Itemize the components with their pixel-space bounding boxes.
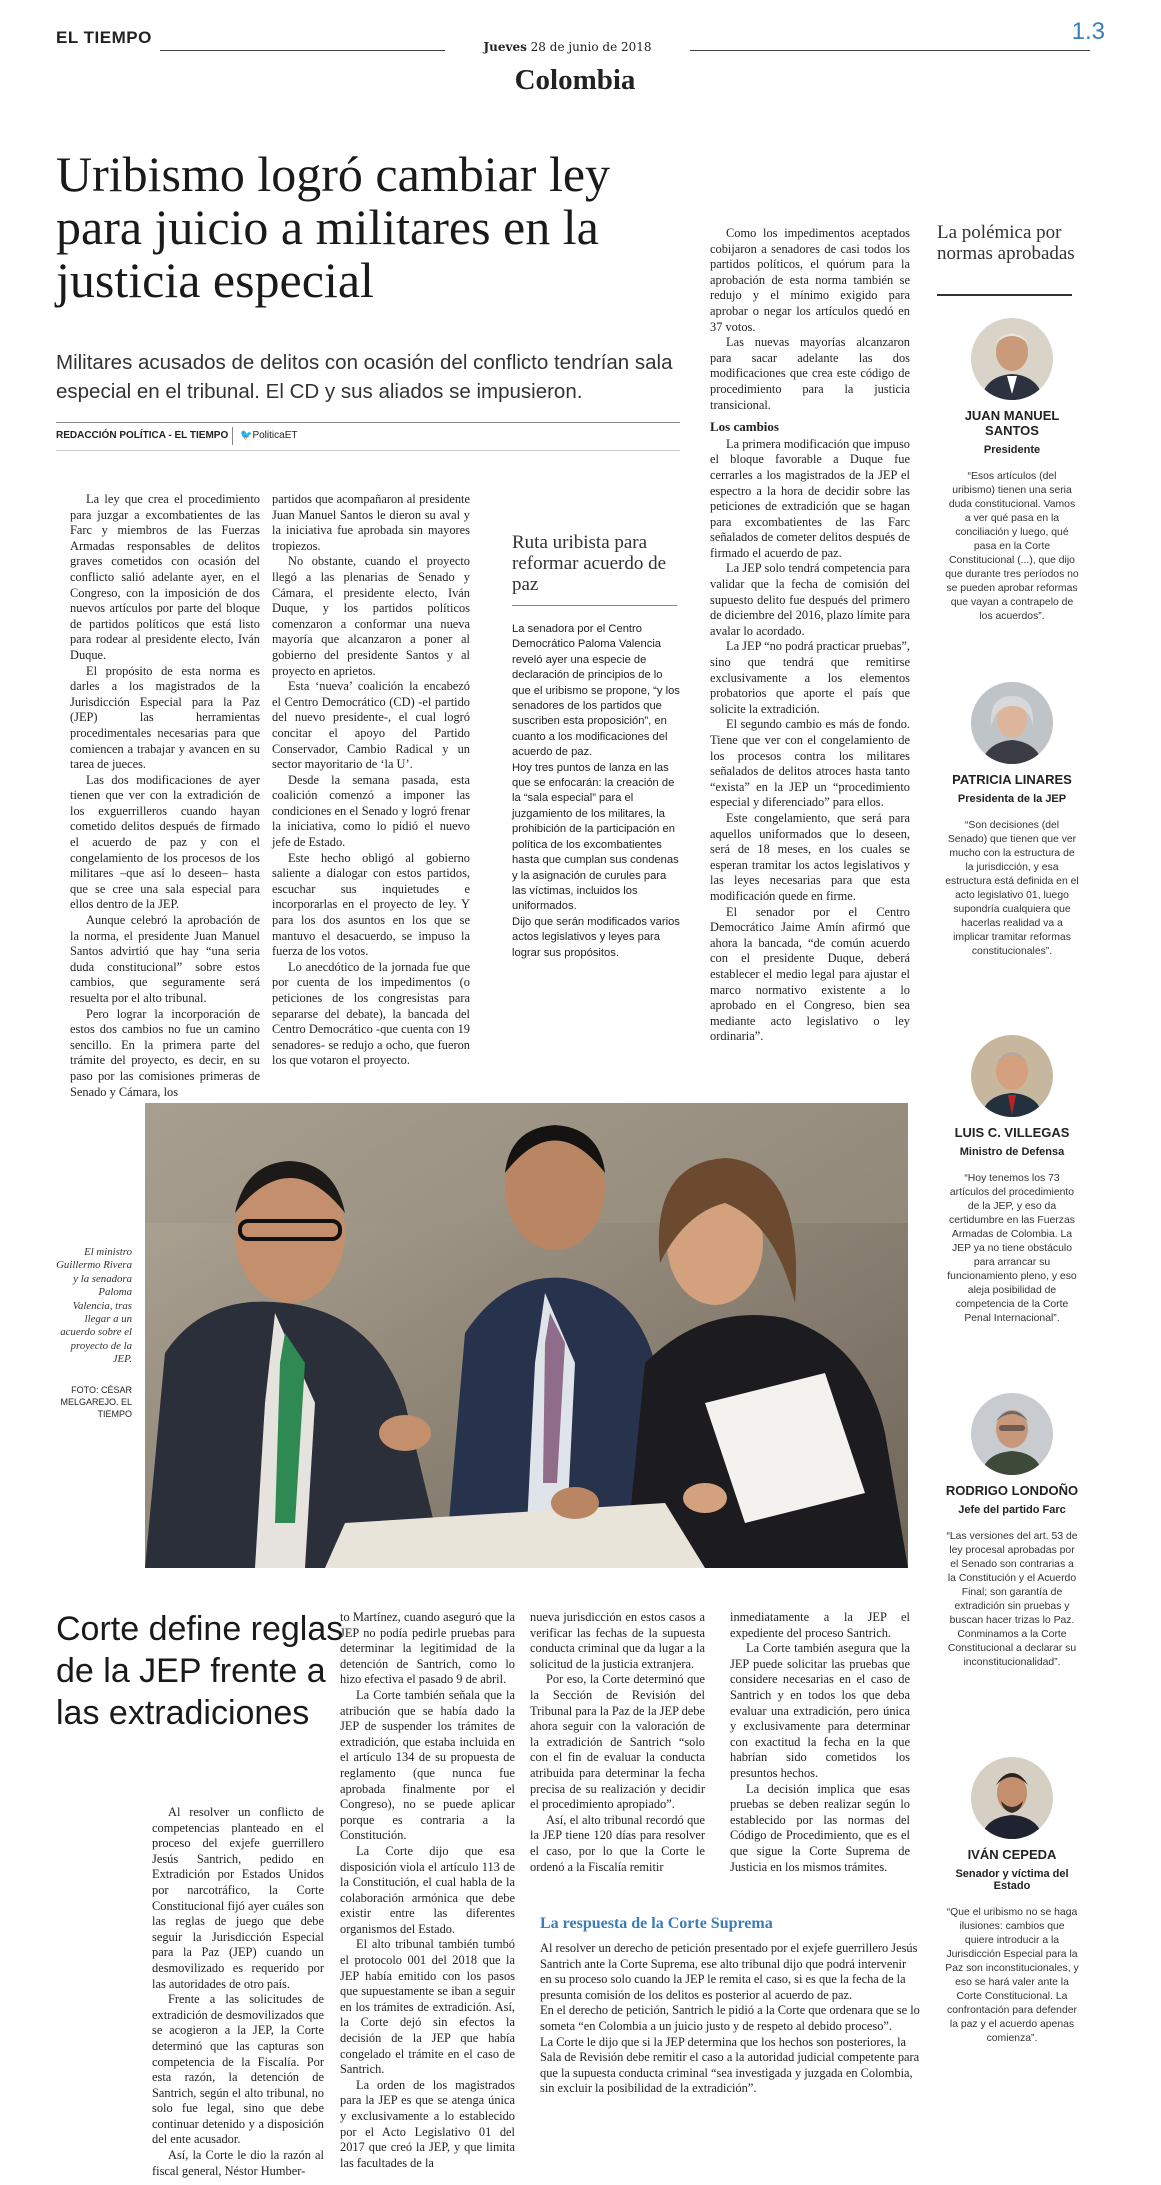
paragraph: Así, el alto tribunal recordó que la JEP tiene 120 días para resolver el caso, por lo que la Corte le ordenó a la Fiscalía remitir [530,1812,705,1874]
paragraph: Las nuevas mayorías alcanzaron para sacar adelante las dos modificaciones que crea este código de procedimiento para la justicia transicional. [710,335,910,412]
twitter-handle-text: PoliticaET [252,430,298,441]
paragraph: Pero lograr la incorporación de estos dos cambios no fue un camino sencillo. En la primera parte del trámite del proyecto, es decir, en su paso por las comisiones primeras de Senado y Cámara, los [70,1006,260,1099]
person-villegas [937,1035,1087,1326]
photo-caption: El ministro Guillermo Rivera y la senadora Paloma Valencia, tras llegar a un acuerdo sobre el proyecto de la JEP. [56,1246,132,1366]
ruta-sidebar-body [512,622,682,961]
person-quote: “Que el uribismo no se haga ilusiones: cambios que quiere introducir a la Jurisdicción Especial para la Paz son inconstitucionales, y eso se hará valer ante la Corte Constitucional. La confrontación para defender la paz y el acuerdo apenas comienza”. [945,1907,1079,2044]
paragraph: La Corte también señala que la atribución que se había dado la JEP de suspender los trámites de extradición, que estaba incluida en el artículo 134 de su propuesta de reglamento (que nunca fue aprobada finalmente por el Congreso), no se puede aplicar porque es contraria a la Constitución. [340,1687,515,1843]
paragraph: inmediatamente a la JEP el expediente del proceso Santrich. [730,1610,910,1640]
corte-suprema-box-title: La respuesta de la Corte Suprema [540,1915,773,1932]
paragraph: Como los impedimentos aceptados cobijaron a senadores de casi todos los partidos políticos, el quórum para la aprobación de esta norma también se redujo y el mínimo exigido para aprobar o negar los artículos quedó en 37 votos. [710,226,910,334]
byline: REDACCIÓN POLÍTICA - EL TIEMPO [56,430,229,441]
main-story-column-1 [70,492,260,1100]
paragraph: Aunque celebró la aprobación de la norma, el presidente Juan Manuel Santos advirtió que hay “una seria duda constitucional” sobre estos cambios, que seguramente será resuelta por el alto tribunal. [70,913,260,1005]
avatar [971,1757,1053,1839]
second-story-column-4 [730,1610,910,1875]
person-quote: “Hoy tenemos los 73 artículos del procedimiento de la JEP, y eso da certidumbre en las Fuerzas Armadas de Colombia. La JEP ya no tiene obstáculo para arrancar su funcionamiento pleno, y eso aleja posibilidad de competencia de la Corte Penal Internacional”. [947,1173,1077,1324]
second-story-column-1 [152,1805,324,2179]
page-number: 1.3 [1071,18,1105,45]
person-role: Jefe del partido Farc [958,1504,1066,1516]
issue-day: Jueves [483,40,527,54]
paragraph: La primera modificación que impuso el bloque favorable a Duque fue cerrarles a los magistrados de la JEP el espectro a la hora de decidir sobre las peticiones de extradición que se hagan para excombatientes de las Farc señalados de cometer delitos después de firmado el acuerdo de paz. [710,436,910,560]
byline-divider [232,427,233,445]
news-photo [145,1103,908,1568]
avatar [971,682,1053,764]
paragraph: La senadora por el Centro Democrático Paloma Valencia reveló ayer una especie de declaración de principios de lo que el uribismo se propone, “y los senadores de los partidos que suscriben esta proposición”, en cuanto a los modificaciones del acuerdo de paz. [512,623,680,759]
byline-rule [56,450,680,451]
paragraph: partidos que acompañaron al presidente Juan Manuel Santos le dieron su aval y la iniciativa fue aprobada sin mayores tropiezos. [272,492,470,553]
second-story-column-2 [340,1610,515,2171]
avatar [971,318,1053,400]
ruta-sidebar-title: Ruta uribista para reformar acuerdo de paz [512,532,667,595]
person-quote: “Son decisiones (del Senado) que tienen que ver mucho con la estructura de la jurisdicción, y esa estructura está definida en el acto legislativo 01, luego supondría cualquiera que hacerlas realidad va a implicar tramitar reformas constitucionales”. [945,820,1079,957]
person-name: RODRIGO LONDOÑO [945,1483,1079,1498]
paragraph: Esta ‘nueva’ coalición la encabezó el Centro Democrático (CD) -el partido del nuevo presidente-, el cual logró concitar el apoyo del Partido Conservador, Cambio Radical y un sector mayoritario de ‘la U’. [272,679,470,772]
paragraph: El propósito de esta norma es darles a los magistrados de la Jurisdicción Especial para la Paz (JEP) las herramientas procedimentales necesarias para que comiencen a trabajar y avancen en su tarea de jueces. [70,663,260,772]
ruta-sidebar-rule [512,605,677,606]
paragraph: La ley que crea el procedimiento para juzgar a excombatientes de las Farc y miembros de las Fuerzas Armadas responsables de delitos graves cometidos con ocasión del conflicto salió adelante ayer, en el Congreso, con la imposición de dos nuevos artículos por parte del bloque de partidos políticos que está listo para rodear al presidente electo, Iván Duque. [70,492,260,662]
person-role: Presidenta de la JEP [957,793,1067,805]
header-rule-right [690,50,1090,51]
section-title: Colombia [514,64,636,96]
person-santos [937,318,1087,624]
main-deck: Militares acusados de delitos con ocasión del conflicto tendrían sala especial en el tribunal. El CD y sus aliados se impusieron. [56,351,673,403]
twitter-handle[interactable] [240,430,297,441]
paragraph: Así, la Corte le dio la razón al fiscal general, Néstor Humber- [152,2148,324,2178]
paragraph: Este congelamiento, que será para aquellos uniformados que lo deseen, será de 18 meses, en los cuales se esperan tramitar los actos legislativos y las leyes necesarias para que esta modificación quede en firme. [710,810,910,903]
person-role: Senador y víctima del Estado [955,1868,1069,1892]
second-story-column-3 [530,1610,705,1875]
paragraph: La Corte dijo que esa disposición viola el artículo 113 de la Constitución, el cual habla de la colaboración armónica que debe existir entre las diferentes organismos del Estado. [340,1843,515,1936]
polemica-rule [937,294,1072,296]
paragraph: No obstante, cuando el proyecto llegó a las plenarias de Senado y Cámara, el presidente electo, Iván Duque, y los partidos políticos comenzaron a conformar una nueva mayoría que alcanzaron a poner al gobierno del presidente Santos y al proyecto en aprietos. [272,554,470,678]
paragraph: Lo anecdótico de la jornada fue que por cuenta de los impedimentos (o peticiones de los congresistas para separarse del debate), la bancada del Centro Democrático -que cuenta con 19 senadores- se redujo a ocho, que fueron los que votaron el proyecto. [272,959,470,1068]
person-londono [937,1393,1087,1670]
person-quote: “Esos artículos (del uribismo) tienen una seria duda constitucional. Vamos a ver qué pasa en la conciliación y luego, qué pasa en la Corte Constitucional (...), que dijo que durante tres períodos no se pueden aprobar reformas que vayan a contrapelo de los acuerdos”. [945,471,1079,622]
polemica-title: La polémica por normas aprobadas [937,222,1075,264]
paragraph: La JEP “no podrá practicar pruebas”, sino que tendrá que remitirse exclusivamente a los elementos probatorios que aporte el país que solicite la extradición. [710,639,910,716]
paragraph: nueva jurisdicción en estos casos a verificar las fechas de la supuesta conducta criminal que da lugar a la solicitud de la justicia extranjera. [530,1610,705,1671]
paragraph: La orden de los magistrados para la JEP es que se atenga única y exclusivamente a lo establecido por el Acto Legislativo 01 del 2017 que creó la JEP, y que limita las facultades de la [340,2077,515,2170]
corte-suprema-box [540,1915,920,2097]
person-linares [937,682,1087,959]
paragraph: El alto tribunal también tumbó el protocolo 001 del 2018 que la JEP había emitido con los pasos que supuestamente se iban a seguir en los trámites de extradición. Así, la Corte dejó sin efectos la decisión de la JEP que había congelado el trámite en el caso de Santrich. [340,1937,515,2077]
paragraph: El senador por el Centro Democrático Jaime Amín afirmó que ahora la bancada, “de común acuerdo con el presidente Duque, deberá establecer el medio legal para ajustar el marco normativo existente a lo aprobado en el Congreso, bien sea mediante acto legislativo o ley ordinaria”. [710,904,910,1044]
paragraph: La Corte le dijo que si la JEP determina que los hechos son posteriores, la Sala de Revisión debe remitir el caso a la autoridad judicial competente para que la supuesta conducta criminal “sea investigada y juzgada en Colombia, sin excluir la posibilidad de la extradición”. [540,2034,920,2096]
paragraph: La JEP solo tendrá competencia para validar que la fecha de comisión del supuesto delito fue después del primero de diciembre del 2016, plazo límite para avalar lo acordado. [710,561,910,638]
person-name: PATRICIA LINARES [952,772,1072,787]
paragraph: Hoy tres puntos de lanza en las que se enfocarán: la creación de la “sala especial” para el juzgamiento de los militares, la prohibición de la participación en política de los excombatientes hasta que cumplan sus condenas y la asignación de curules para las víctimas, incluidos los uniformados. [512,761,679,913]
paragraph: Este hecho obligó al gobierno saliente a dialogar con estos partidos, escuchar sus inquietudes e incorporarlas en el proyecto de ley. Y para los dos asuntos en los que se mantuvo el desacuerdo, se impuso la fuerza de los votos. [272,850,470,959]
paragraph: El segundo cambio es más de fondo. Tiene que ver con el congelamiento de los procesos contra los militares señalados de delitos atroces hasta tanto “exista” en la JEP un “procedimiento especial y diferenciado” para ellos. [710,717,910,810]
paragraph: to Martínez, cuando aseguró que la JEP no podía pedirle pruebas para determinar la legitimidad de la detención de Santrich, como lo hizo efectiva el pasado 9 de abril. [340,1610,515,1687]
paragraph: Por eso, la Corte determinó que la Sección de Revisión del Tribunal para la Paz de la JEP debe ahora seguir con la valoración de la extradición de Santrich “solo con el fin de evaluar la conducta atribuida para determinar la fecha precisa de su realización y decidir el procedimiento apropiado”. [530,1672,705,1812]
avatar [971,1393,1053,1475]
deck-rule [56,422,680,423]
paragraph: Dijo que serán modificados varios actos legislativos y leyes para lograr sus propósitos. [512,915,680,959]
person-name: LUIS C. VILLEGAS [954,1125,1070,1140]
paragraph: Las dos modificaciones de ayer tienen que ver con la extradición de los exguerrilleros cuando hayan cometido delitos después de firmado el acuerdo de paz y con el congelamiento de los procesos de los militares –que así lo deseen– hasta que se cree una sala especial para ellos dentro de la JEP. [70,772,260,912]
photo-credit: FOTO: CÉSAR MELGAREJO. EL TIEMPO [60,1385,132,1419]
person-name: JUAN MANUEL SANTOS [964,408,1060,438]
person-role: Ministro de Defensa [959,1146,1065,1158]
masthead: EL TIEMPO [56,28,152,47]
paragraph: Desde la semana pasada, esta coalición comenzó a imponer las condiciones en el Senado y logró frenar la iniciativa, como lo pidió el nuevo jefe de Estado. [272,772,470,850]
paragraph: Frente a las solicitudes de extradición de desmovilizados que se acogieron a la JEP, la Corte determinó que las capturas son competencia de la Fiscalía. Por esta razón, la detención de Santrich, según el alto tribunal, no solo fue legal, sino que debe continuar detenido y a disposición del ente acusador. [152,1992,324,2147]
header-rule-left [160,50,445,51]
paragraph: Al resolver un derecho de petición presentado por el exjefe guerrillero Jesús Santrich ante la Corte Suprema, ese alto tribunal dijo que podrá intervenir en su proceso solo cuando la JEP le remita el caso, si es que la fecha de la presunta comisión de los delitos es posterior al acuerdo de paz. [540,1941,918,2002]
main-story-column-3 [710,226,910,1045]
second-headline: Corte define reglas de la JEP frente a las extradiciones [56,1610,344,1732]
paragraph: La Corte también asegura que la JEP puede solicitar las pruebas que considere necesarias en el caso de Santrich y en todos los que deba evaluar una extradición, pero única y exclusivamente para determinar con exactitud la fecha en la que habrían sido cometidos los presuntos hechos. [730,1641,910,1780]
main-headline: Uribismo logró cambiar ley para juicio a militares en la justicia especial [56,146,611,308]
issue-date [450,40,685,54]
person-role: Presidente [983,444,1041,456]
subhead-los-cambios: Los cambios [710,419,779,435]
main-story-column-2 [272,492,470,1069]
paragraph: Al resolver un conflicto de competencias planteado en el proceso del exjefe guerrillero Jesús Santrich, pedido en Extradición por Estados Unidos por narcotráfico, la Corte Constitucional fijó ayer cuáles son las reglas de juego que debe seguir la Jurisdicción Especial para la Paz (JEP) cuando un desmovilizado es requerido por las autoridades de otro país. [152,1805,324,1991]
person-cepeda [937,1757,1087,2046]
person-quote: “Las versiones del art. 53 de ley procesal aprobadas por el Senado son contrarias a la Constitución y el Acuerdo Final; son garantía de extradición sin pruebas y buscan hacer trizas lo Paz. Conminamos a la Corte Constitucional a declarar su inconstitucionalidad”. [946,1531,1078,1668]
issue-date-rest: 28 de junio de 2018 [530,40,652,54]
avatar [971,1035,1053,1117]
paragraph: En el derecho de petición, Santrich le pidió a la Corte que ordenara que se lo someta “en Colombia a un juicio justo y de respeto al debido proceso”. [540,2003,920,2033]
twitter-icon: 🐦 [240,430,253,441]
person-name: IVÁN CEPEDA [967,1847,1057,1862]
paragraph: La decisión implica que esas pruebas se deben realizar según lo establecido por las normas del Código de Procedimiento, que es el que sigue la Corte Suprema de Justicia en los mismos trámites. [730,1781,910,1874]
